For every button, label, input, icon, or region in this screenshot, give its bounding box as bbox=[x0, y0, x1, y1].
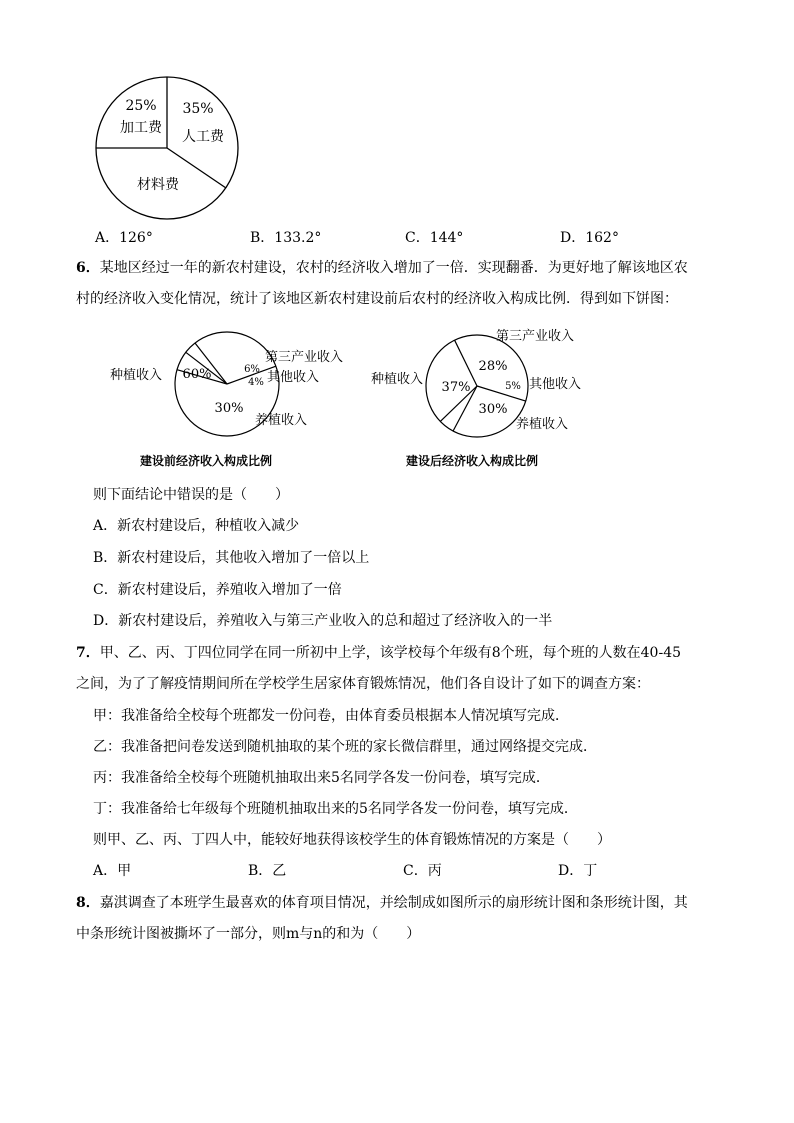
q7-number: 7． bbox=[76, 645, 100, 661]
before-label-tertiary: 第三产业收入 bbox=[265, 350, 344, 365]
slice-label-labor: 人工费 bbox=[182, 129, 224, 145]
q7-option-d[interactable]: D．丁 bbox=[558, 863, 598, 879]
before-pct-tertiary: 6% bbox=[244, 364, 260, 375]
slice-label-proc: 加工费 bbox=[120, 120, 162, 136]
after-pct-planting: 37% bbox=[441, 380, 471, 395]
q7-option-a[interactable]: A．甲 bbox=[93, 863, 132, 879]
q7-plan-jia: 甲：我准备给全校每个班都发一份问卷，由体育委员根据本人情况填写完成． bbox=[93, 708, 569, 724]
before-pct-planting: 60% bbox=[182, 367, 212, 382]
q7-stem-text-1: 甲、乙、丙、丁四位同学在同一所初中上学，该学校每个年级有8个班，每个班的人数在40-45 bbox=[99, 645, 682, 661]
q7-stem-line1 bbox=[76, 643, 681, 663]
q8-stem-line2: 中条形统计图被撕坏了一部分，则m与n的和为（ ） bbox=[76, 926, 421, 942]
q5-option-b[interactable]: B．133.2° bbox=[250, 230, 322, 246]
before-pct-other: 4% bbox=[248, 377, 264, 388]
after-pie-chart bbox=[365, 325, 595, 445]
q6-stem-text-1: 某地区经过一年的新农村建设，农村的经济收入增加了一倍．实现翻番．为更好地了解该地区农 bbox=[99, 260, 688, 276]
q6-option-d[interactable]: D．新农村建设后，养殖收入与第三产业收入的总和超过了经济收入的一半 bbox=[93, 613, 553, 629]
q7-stem-line2: 之间，为了了解疫情期间所在学校学生居家体育锻炼情况，他们各自设计了如下的调查方案： bbox=[76, 676, 650, 692]
slice-label-proc-pct: 25% bbox=[125, 98, 157, 114]
slice-label-material: 材料费 bbox=[137, 177, 179, 193]
after-label-planting: 种植收入 bbox=[371, 372, 424, 387]
q7-plan-ding: 丁：我准备给七年级每个班随机抽取出来的5名同学各发一份问卷，填写完成． bbox=[93, 801, 578, 817]
q7-plan-yi: 乙：我准备把问卷发送到随机抽取的某个班的家长微信群里，通过网络提交完成． bbox=[93, 739, 597, 755]
q7-question: 则甲、乙、丙、丁四人中，能较好地获得该校学生的体育锻炼情况的方案是（ ） bbox=[93, 832, 611, 848]
after-pct-tertiary: 28% bbox=[478, 359, 508, 374]
slice-label-labor-pct: 35% bbox=[182, 101, 214, 117]
q7-option-c[interactable]: C．丙 bbox=[403, 863, 442, 879]
before-pct-breeding: 30% bbox=[214, 401, 244, 416]
before-label-planting: 种植收入 bbox=[110, 368, 163, 383]
q6-stem-line2: 村的经济收入变化情况，统计了该地区新农村建设前后农村的经济收入构成比例．得到如下饼图： bbox=[76, 291, 678, 307]
q6-option-c[interactable]: C．新农村建设后，养殖收入增加了一倍 bbox=[93, 582, 342, 598]
before-label-other: 其他收入 bbox=[267, 370, 320, 385]
q7-option-b[interactable]: B．乙 bbox=[248, 863, 287, 879]
q8-stem-text-1: 嘉淇调查了本班学生最喜欢的体育项目情况，并绘制成如图所示的扇形统计图和条形统计图，其 bbox=[99, 895, 688, 911]
after-label-other: 其他收入 bbox=[529, 377, 582, 392]
q8-stem-line1 bbox=[76, 893, 688, 913]
cost-pie-chart bbox=[90, 76, 250, 226]
q6-option-a[interactable]: A．新农村建设后，种植收入减少 bbox=[93, 518, 300, 534]
after-pct-other: 5% bbox=[505, 381, 521, 392]
q6-option-b[interactable]: B．新农村建设后，其他收入增加了一倍以上 bbox=[93, 550, 370, 566]
after-label-tertiary: 第三产业收入 bbox=[496, 329, 575, 344]
after-caption: 建设后经济收入构成比例 bbox=[406, 454, 539, 468]
q6-question: 则下面结论中错误的是（ ） bbox=[93, 487, 289, 503]
after-pct-breeding: 30% bbox=[478, 402, 508, 417]
before-caption: 建设前经济收入构成比例 bbox=[140, 454, 273, 468]
q7-plan-bing: 丙：我准备给全校每个班随机抽取出来5名同学各发一份问卷，填写完成． bbox=[93, 770, 550, 786]
q8-number: 8． bbox=[76, 895, 100, 911]
q6-stem-line1 bbox=[76, 258, 688, 278]
before-label-breeding: 养植收入 bbox=[255, 413, 308, 428]
after-label-breeding: 养植收入 bbox=[516, 417, 569, 432]
q5-option-d[interactable]: D．162° bbox=[560, 230, 619, 246]
q5-option-a[interactable]: A．126° bbox=[95, 230, 153, 246]
q5-option-c[interactable]: C．144° bbox=[405, 230, 464, 246]
before-pie-chart bbox=[105, 328, 365, 443]
q6-number: 6． bbox=[76, 260, 100, 276]
